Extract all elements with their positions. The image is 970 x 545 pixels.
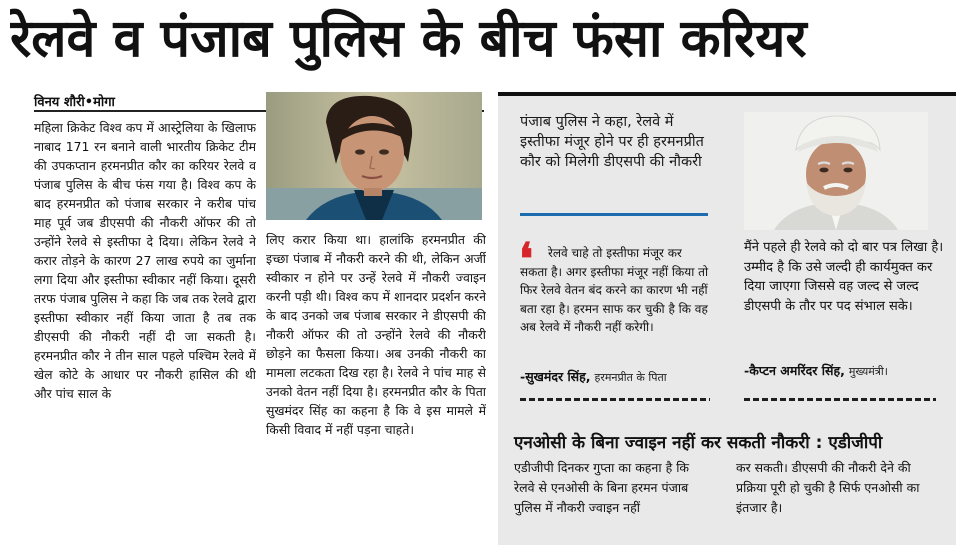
dashed-divider-right bbox=[744, 398, 936, 401]
highlight-rule bbox=[520, 213, 708, 216]
byline bbox=[34, 92, 115, 110]
chief-minister-photo-illustration bbox=[744, 112, 928, 230]
cm-quote-attribution bbox=[744, 362, 888, 379]
sub-story-title: एनओसी के बिना ज्वाइन नहीं कर सकती नौकरी : एडीजीपी bbox=[514, 433, 883, 453]
sub-story-column-2: कर सकती। डीएसपी की नौकरी देने की प्रक्रिया पूरी हो चुकी है सिर्फ एनओसी का इंतजार है। bbox=[736, 460, 920, 515]
quote-mark-icon: ❛ bbox=[519, 234, 534, 285]
headline: रेलवे व पंजाब पुलिस के बीच फंसा करियर bbox=[10, 9, 807, 69]
sidebar-highlight: पंजाब पुलिस ने कहा, रेलवे में इस्तीफा मंजूर होने पर ही हरमनप्रीत कौर को मिलेगी डीएसपी की नौकरी bbox=[520, 114, 704, 170]
story-column-1 bbox=[34, 118, 256, 543]
father-quote-attribution bbox=[520, 368, 667, 385]
byline-separator: • bbox=[84, 95, 94, 110]
story-column-2 bbox=[266, 230, 486, 543]
chief-minister-photo bbox=[744, 112, 928, 230]
player-photo bbox=[266, 92, 482, 220]
dashed-divider-left bbox=[520, 398, 710, 401]
father-quote: रेलवे चाहे तो इस्तीफा मंजूर कर सकता है। अगर इस्तीफा मंजूर नहीं किया तो फिर रेलवे वेतन बंद करने का कारण भी नहीं बता रहा है। हरमन साफ कर चुकी है कि वह अब रेलवे में नौकरी नहीं करेगी। bbox=[520, 246, 709, 334]
father-name: -सुखमंदर सिंह, bbox=[520, 369, 591, 384]
player-photo-illustration bbox=[266, 92, 482, 220]
cm-quote: मैंने पहले ही रेलवे को दो बार पत्र लिखा है। उम्मीद है कि उसे जल्दी ही कार्यमुक्त कर दिया जाएगा जिससे वह जल्द से जल्द डीएसपी के तौर पर पद संभाल सके। bbox=[744, 240, 944, 314]
cm-name: -कैप्टन अमरिंदर सिंह, bbox=[744, 363, 845, 378]
story-column-2-text: लिए करार किया था। हालांकि हरमनप्रीत की इच्छा पंजाब में नौकरी करने की थी, लेकिन अर्जी स्वीकार न होने पर उन्हें रेलवे में नौकरी ज्वाइन करनी पड़ी थी। विश्व कप में शानदार प्रदर्शन करने के बाद उनको जब पंजाब सरकार ने डीएसपी की नौकरी ऑफर की तो उन्होंने रेलवे की नौकरी छोड़ने का फैसला किया। अब उनकी नौकरी का मामला लटकता दिख रहा है। रेलवे ने पांच माह से उनको वेतन नहीं दिया है। हरमनप्रीत कौर के पिता सुखमंदर सिंह का कहना है कि वे इस मामले में किसी विवाद में नहीं पड़ना चाहते। bbox=[266, 232, 486, 437]
sub-story-column-1: एडीजीपी दिनकर गुप्ता का कहना है कि रेलवे से एनओसी के बिना हरमन पंजाब पुलिस में नौकरी ज्वाइन नहीं bbox=[514, 460, 690, 515]
father-role: हरमनप्रीत के पिता bbox=[594, 371, 667, 384]
story-column-1-text: महिला क्रिकेट विश्व कप में आस्ट्रेलिया के खिलाफ नाबाद 171 रन बनाने वाली भारतीय क्रिकेट टीम की उपकप्तान हरमनप्रीत कौर का करियर रेलवे व पंजाब पुलिस के बीच फंस गया है। विश्व कप के बाद हरमनप्रीत को पंजाब सरकार ने करीब पांच माह पूर्व जब डीएसपी की नौकरी ऑफर की तो उन्होंने रेलवे से इस्तीफा दे दिया। लेकिन रेलवे ने करार तोड़ने के कारण 27 लाख रुपये का जुर्माना लगा दिया और इस्तीफा स्वीकार नहीं किया। दूसरी तरफ पंजाब पुलिस ने कहा कि जब तक रेलवे द्वारा इस्तीफा स्वीकार नहीं किया जाता है तब तक डीएसपी की नौकरी नहीं दी जा सकती है। हरमनप्रीत कौर ने तीन साल पहले पश्चिम रेलवे में खेल कोटे के आधार पर नौकरी हासिल की थी और पांच साल के bbox=[34, 120, 256, 401]
byline-city: मोगा bbox=[93, 95, 115, 110]
byline-author: विनय शौरी bbox=[34, 95, 85, 110]
cm-role: मुख्यमंत्री। bbox=[848, 365, 888, 378]
